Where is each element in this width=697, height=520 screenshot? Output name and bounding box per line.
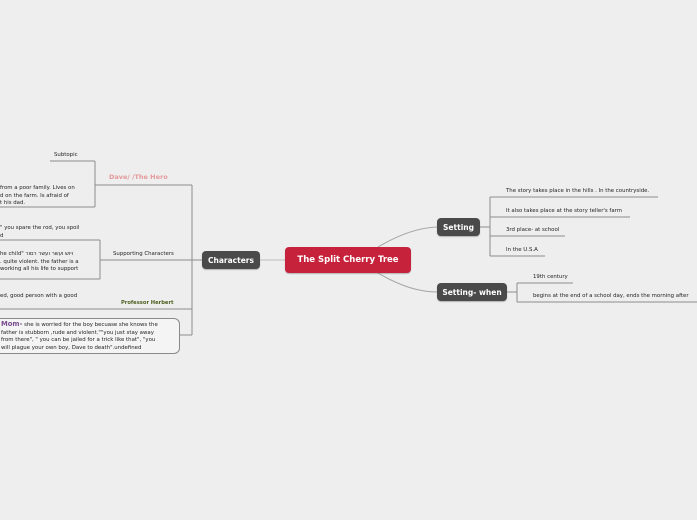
supporting-father-line-3: working all his life to support — [0, 266, 79, 273]
mom-label: Mom- — [1, 320, 23, 328]
mom-line-1: she is worried for the boy becuase she knows the — [24, 322, 158, 328]
dave-line-3: t his dad. — [0, 200, 26, 207]
setting-node[interactable] — [437, 218, 480, 236]
setting-when-label: Setting- when — [442, 287, 502, 297]
supporting-father-line-1: he child" ויוש ועשר ועשר רםור — [0, 251, 74, 257]
professor-description[interactable]: ed, good person with a good — [0, 293, 78, 299]
supporting-quote-line-1: " you spare the rod, you spoil — [0, 225, 80, 231]
root-node[interactable] — [285, 247, 411, 273]
setting-item-school[interactable]: 3rd place- at school — [506, 227, 560, 233]
professor-herbert-label[interactable]: Professor Herbert — [121, 300, 174, 306]
mom-line-3: from there", " you can be jailed for a trick like that", "you — [1, 337, 156, 344]
setting-item-hills[interactable]: The story takes place in the hills . In the countryside. — [506, 188, 650, 194]
setting-item-farm[interactable]: It also takes place at the story teller's farm — [506, 208, 623, 214]
supporting-quote-spare-rod[interactable] — [0, 225, 79, 240]
mom-line-1-row — [0, 321, 175, 330]
connector-root-setting — [378, 227, 437, 247]
dave-hero-label[interactable]: Dave/ /The Hero — [109, 173, 168, 181]
setting-when-item-time[interactable]: begins at the end of a school day, ends the morning after — [533, 293, 689, 299]
supporting-father-line-2: . quite violent. the father is a — [0, 258, 79, 265]
characters-label: Characters — [208, 255, 254, 265]
mom-node[interactable] — [0, 318, 180, 354]
dave-line-2: d on the farm. Is afraid of — [0, 192, 69, 199]
dave-subtopic[interactable]: Subtopic — [54, 152, 78, 158]
setting-when-item-century[interactable]: 19th century — [533, 274, 568, 280]
dave-description[interactable] — [0, 185, 75, 208]
setting-label: Setting — [443, 222, 474, 232]
characters-node[interactable] — [202, 251, 260, 269]
dave-line-1: from a poor family. Lives on — [0, 185, 75, 191]
setting-when-node[interactable] — [437, 283, 507, 301]
mom-line-4: will plague your own boy, Dave to death".undefined — [1, 345, 142, 352]
supporting-quote-line-2: d — [0, 232, 4, 239]
mom-line-2: father is stubborn ,rude and violent.""you just stay away — [1, 329, 154, 336]
supporting-characters-label[interactable]: Supporting Characters — [113, 251, 174, 257]
supporting-father-description[interactable] — [0, 251, 79, 274]
root-label: The Split Cherry Tree — [297, 255, 399, 265]
connector-root-setting-when — [378, 273, 437, 292]
setting-item-usa[interactable]: In the U.S.A — [506, 247, 538, 253]
